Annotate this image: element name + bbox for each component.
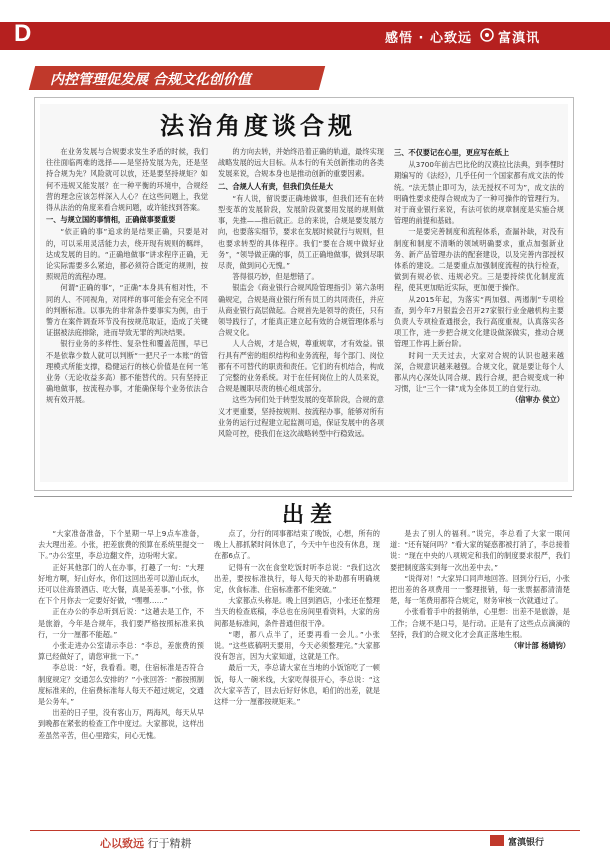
header-slogan: 感悟 · 心致远 — [385, 31, 472, 46]
paragraph: 正好其他部门的人在办事，打趣了一句：“大理好地方啊，好山好水，你们这回出差可以游山玩水，还可以住海景酒店、吃大餐，真是美差事。”小张，你在下个月你去一定要好好做，“嘿嘿……” — [38, 562, 204, 606]
bank-logo-icon — [490, 835, 504, 846]
paragraph: 的方向去转，并始终沿着正确的轨道，最终实现战略发展的远大目标。从本行的有关创新推动的各类发展来说，合规本身也是推动创新的重要因素。 — [218, 147, 384, 179]
subheading: 三、不仅要记在心里，更应写在纸上 — [394, 148, 510, 157]
paragraph: 最后一天，李总请大家在当地的小饭馆吃了一顿饭，每人一碗米线，大家吃得很开心，李总说：“这次大家辛苦了，回去后好好休息，咱们的出差，就是这样一分一厘都按规矩来。” — [214, 663, 380, 707]
subheading: 一、与规立国的事情相，正确做事要重要 — [46, 215, 176, 225]
paragraph: 大家都点头称是。晚上回到酒店，小张还在整理当天的检查底稿，李总也在房间里看资料，大家的房间都是标准间，条件普通但很干净。 — [214, 596, 380, 628]
paragraph: 银监会《商业银行合规风险管理指引》第六条明确规定，合规是商业银行所有员工的共同责任，并应从商业银行高层做起。合规首先是领导的责任，只有领导践行了，才能真正建立起有效的合规管理体系与合规文化。 — [218, 283, 384, 338]
footer-slogan — [100, 835, 192, 851]
footer-slogan-suffix: 行于精耕 — [147, 837, 192, 850]
byline: （审计部 杨婧钧） — [509, 641, 570, 651]
article1-column-2 — [218, 146, 384, 480]
article2-column-2 — [214, 528, 380, 824]
article1-column-1 — [46, 146, 208, 480]
article2-column-3 — [390, 528, 570, 824]
article-divider — [34, 496, 572, 497]
paragraph: 从2015年起，为落实“两加强、两遏制”专项检查，到今年7月银监会召开27家银行业金融机构主要负责人专项检查通报会，我行高度重视，认真落实各项工作，进一步把合规文化建设做深做实，推动合规管理工作再上新台阶。 — [394, 294, 564, 349]
paragraph: 这些为何们处于转型发展的变革阶段，合规的意义才更重要，坚持按规则、按流程办事，能够对所有业务的运行过程建立起监测可追，保证发展中的各项风险可控，使我们在这次战略转型中行稳致远。 — [218, 395, 384, 439]
paragraph: 李总说：“好，我看看。嗯，住宿标准是否符合制度规定？交通怎么安排的？”小张回答：“都按照制度标准来的，住宿费标准每人每天不超过规定，交通是公务车。” — [38, 663, 204, 707]
paragraph: 是去了别人的福利。”说完，李总看了大家一眼问道：“还有疑问吗？”看大家的疑惑都被打消了，李总接着说：“现在中央的八项规定和我们的制度要求很严，我们要把制度落实到每一次出差中去。” — [390, 529, 570, 572]
paragraph: 从3700年前古巴比伦的汉谟拉比法典，到李悝时期编写的《法经》，几乎任何一个国家都有成文法的传统。“法无禁止即可为，法无授权不可为”，成文法的明确性要求使得合规成为了一种可操作的管理行为。对于商业银行来说，有法可依的规章制度是实施合规管理的前提和基础。 — [394, 160, 564, 226]
footer-slogan-prefix: 心以致远 — [100, 837, 144, 850]
paragraph: 时间一天天过去，大家对合规的认识也越来越深，合规意识越来越强。合规文化，就是要让每个人都从内心深处认同合规、践行合规，把合规变成一种习惯，让“三个一律”成为全体员工的自觉行动。 — [394, 350, 564, 394]
header-brand: 富滇讯 — [498, 31, 541, 46]
paragraph: 答得很巧妙，但是想错了。 — [232, 272, 319, 282]
paragraph: 人人合规，才是合规，尊重规章，才有效益。银行具有严密的组织结构和业务流程，每个部门、岗位都有不可替代的职责和责任。它们的有机结合，构成了完整的业务系统。对于在任何岗位上的人员来说，合规是履职尽责的核心组成部分。 — [218, 339, 384, 394]
paragraph: “嗯，都八点半了，还要再看一会儿。”小张说。“这些底稿明天要用，今天必须整理完。”大家都没有怨言，因为大家知道，这就是工作。 — [214, 629, 380, 662]
footer-rule — [30, 830, 580, 831]
paragraph: 一是要完善制度和流程体系，查漏补缺，对没有制度和制度不清晰的领域明确要求，重点加强新业务、新产品管理办法的配套建设，以及完善内部授权体系的建设。二是要重点加强制度流程的执行检查，做到有规必依、违规必究。三是要持续优化制度流程，使其更加贴近实际，更加便于操作。 — [394, 227, 564, 293]
paragraph: “依正确的事”追求的是结果正确，只要是对的，可以采用灵活能力去，绕开现有规则的羁绊，达成发展的目的。“正确地做事”讲求程序正确，无论实际需要多么紧迫，都必须符合既定的规则，按照规范的流程办理。 — [46, 227, 208, 282]
article2-column-1 — [38, 528, 204, 824]
article2-title: 出差 — [282, 502, 339, 528]
paragraph: “说得对！”大家异口同声地回答。回到分行后，小张把出差的各项费用一一整理报销，每一张票据都清清楚楚，每一笔费用都符合规定，财务审核一次就通过了。 — [390, 573, 570, 606]
paragraph: 在业务发展与合规要求发生矛盾的时候，我们往往面临两难的选择——是坚持发展为先，还是坚持合规为先？风险就可以放，还是要坚持规矩？如何不违规又能发展？在一种平衡的环境中，合规经营的理念应该怎样深入人心？在这些问题上，我觉得从法治的角度来看合规问题，或许能找到答案。 — [46, 147, 208, 213]
article1-column-3 — [394, 146, 564, 480]
section-title: 内控管理促发展 合规文化创价值 — [50, 72, 251, 88]
brand-logo-icon — [480, 28, 494, 42]
paragraph: 正在办公的李总听到后说：“这趟去是工作，不是旅游，今年是合规年，我们要严格按照标准来执行，一分一厘都不能超。” — [38, 607, 204, 639]
page-header — [0, 0, 610, 58]
footer-bank-name: 富滇银行 — [508, 838, 545, 848]
paragraph: 小张走进办公室请示李总：“李总，差旅费的预算已经做好了，请您审批一下。” — [38, 641, 204, 662]
byline: （信审办 侯立） — [511, 395, 564, 405]
paragraph: “大家准备准备，下个星期一早上9点车准备，去大理出差。小张，把差旅费的预算在系统里提交一下。”办公室里，李总边翻文件，边吩咐大家。 — [38, 529, 204, 561]
paragraph: 点了，分行的同事都结束了晚饭，心想，所有的晚上人都抓紧时间休息了，今天中午也没有休息，现在都6点了。 — [214, 529, 380, 561]
paragraph: 出差的日子里，没有客山万，两海风，每天从早到晚都在紧张的检查工作中度过。大家都说，这样出差虽然辛苦，但心里踏实，问心无愧。 — [38, 708, 204, 740]
paragraph: 小张看着手中的报销单，心里想：出差不是旅游，是工作；合规不是口号，是行动。正是有了这些点点滴滴的坚持，我们的合规文化才会真正落地生根。 — [390, 607, 570, 639]
paragraph: 记得有一次在食堂吃饭时听李总说：“我们这次出差，要按标准执行，每人每天的补助都有明确规定，伙食标准、住宿标准都不能突破。” — [214, 562, 380, 595]
paragraph: 何谓“正确的事”，“正确”本身具有相对性，不同的人、不同视角，对同样的事可能会有完全不同的判断标准。以事先的非常条件要事实为例，由于警方在案件调查环节没有按规范取证，造成了关键证据被法庭排除，进而导致无罪的判决结果。 — [46, 283, 208, 338]
paragraph: 银行业务的多样性、复杂性和覆盖范围，早已不是依靠少数人就可以判断“一把尺子一本账”的管理模式所能支撑，稳健运行的核心价值是在何一笔业务（无论收益多高）都不能替代的。只有坚持正确地做事，按流程办事，才能确保每个业务依法合规有效开展。 — [46, 339, 208, 405]
page-letter: D — [14, 20, 32, 47]
paragraph: “有人说，留说要正确地做事，但我们还有在转型变革的发展阶段，发展阶段就要用发展的规则做事，先推——推后就正。总的来说，合规是要发展方向，也要落实细节，要求在发展时候就行与规则，但也要求转型的具体程序。我们“要在合规中做好业务”，“领导做正确的事，员工正确地做事，做到尽职尽责，做到问心无愧。” — [218, 193, 384, 271]
subheading: 二、合规人人有责，但我们负任是大 — [218, 181, 334, 191]
article1-title: 法治角度谈合规 — [160, 111, 356, 140]
